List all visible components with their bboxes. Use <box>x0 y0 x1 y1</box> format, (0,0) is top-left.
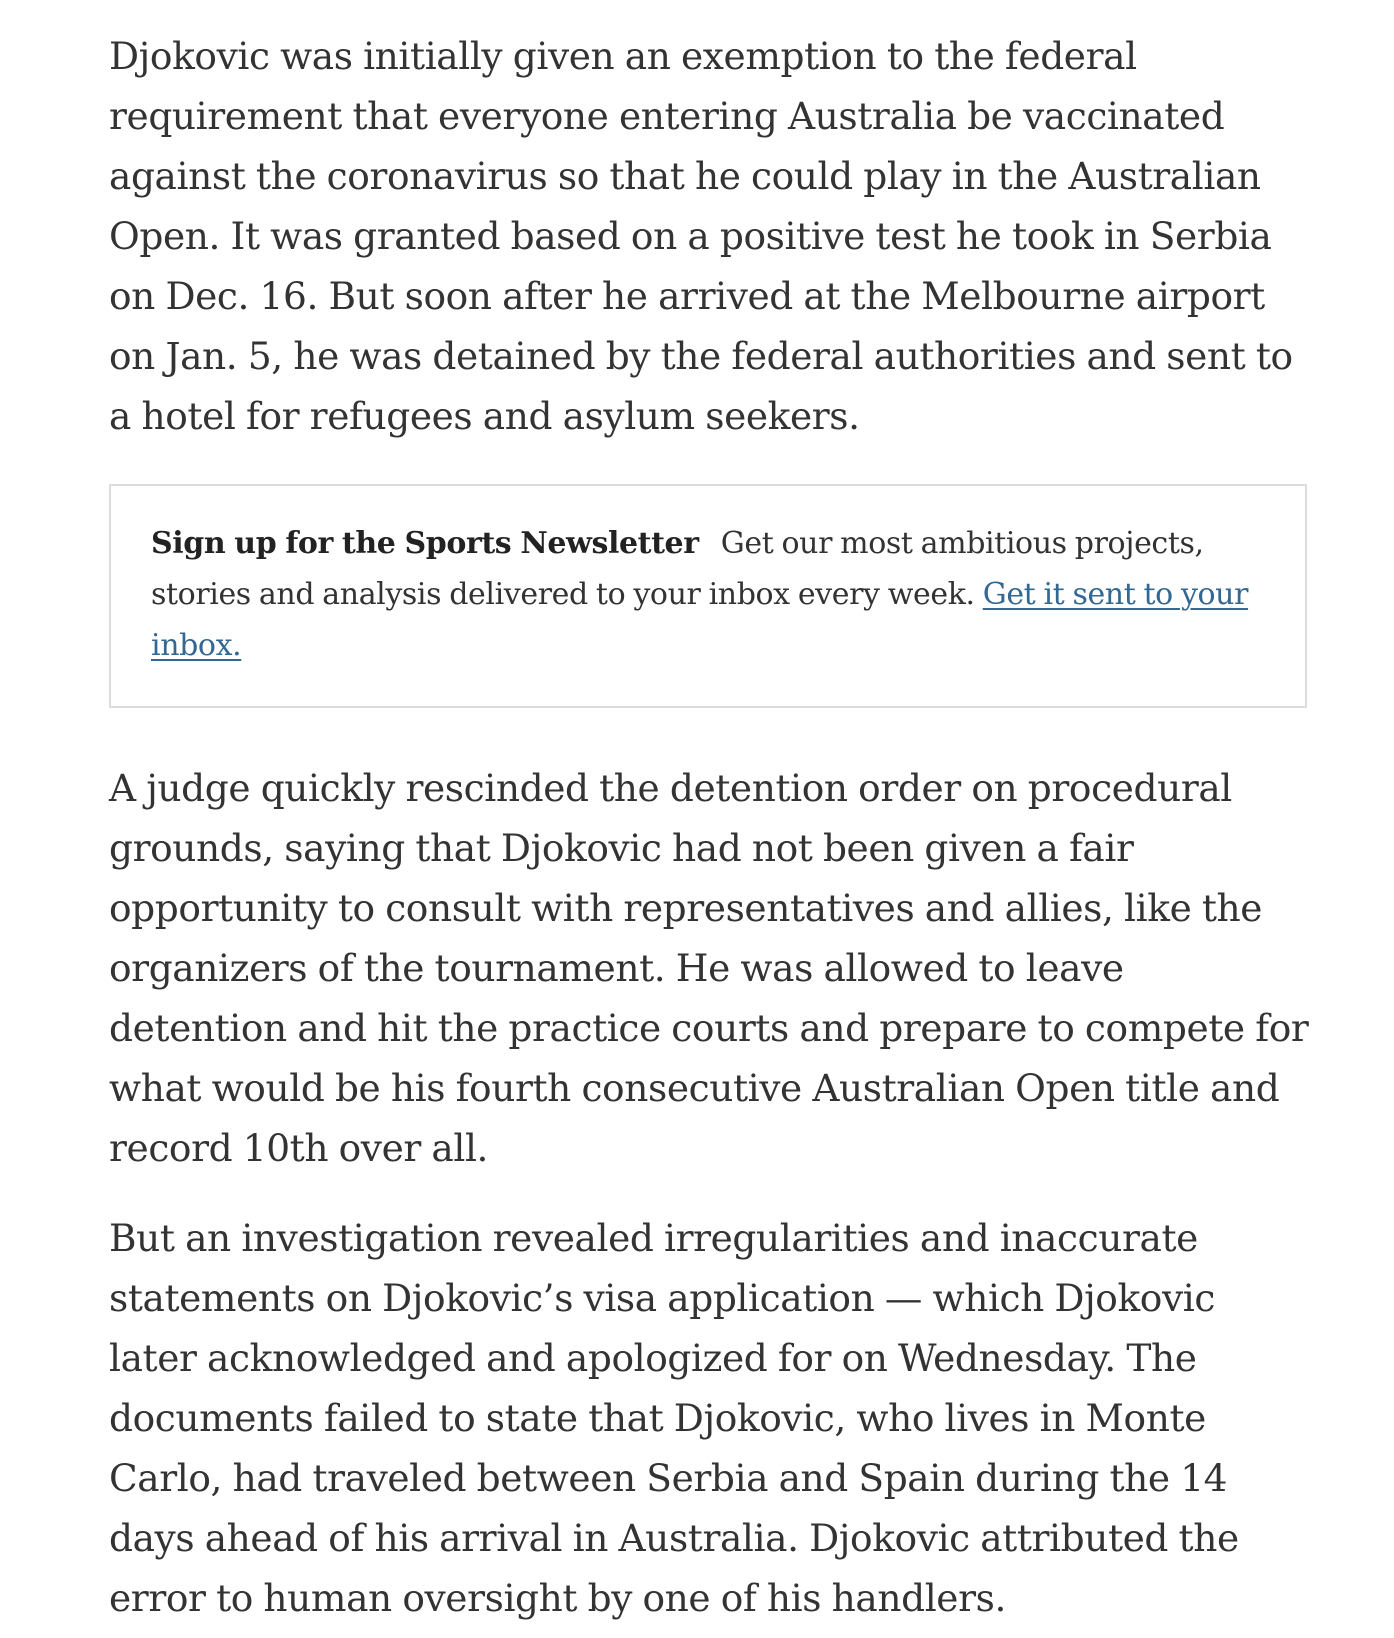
newsletter-description: Get our most ambitious projects, stories and analysis delivered to your inbox every week. <box>151 526 1204 612</box>
newsletter-signup-link[interactable]: Get it sent to your inbox. <box>151 577 1249 663</box>
article-paragraph-2: A judge quickly rescinded the detention order on procedural grounds, saying that Djokovic had not been given a fair opportunity to consult with representatives and allies, like the organizers of the tournament. He was allowed to leave detention and hit the practice courts and prepare to compete for what would be his fourth consecutive Australian Open title and record 10th over all. <box>109 766 1309 1170</box>
newsletter-text <box>151 518 1265 671</box>
newsletter-title: Sign up for the Sports Newsletter <box>151 526 699 561</box>
article-paragraph-1: Djokovic was initially given an exemption to the federal requirement that everyone entering Australia be vaccinated against the coronavirus so that he could play in the Australian Open. It was granted based on a positive test he took in Serbia on Dec. 16. But soon after he arrived at the Melbourne airport on Jan. 5, he was detained by the federal authorities and sent to a hotel for refugees and asylum seekers. <box>109 34 1293 438</box>
article-body <box>109 26 1309 1628</box>
newsletter-signup-box <box>109 484 1307 708</box>
article-paragraph-3: But an investigation revealed irregularities and inaccurate statements on Djokovic’s visa application — which Djokovic later acknowledged and apologized for on Wednesday. The documents failed to state that Djokovic, who lives in Monte Carlo, had traveled between Serbia and Spain during the 14 days ahead of his arrival in Australia. Djokovic attributed the error to human oversight by one of his handlers. <box>109 1216 1239 1620</box>
